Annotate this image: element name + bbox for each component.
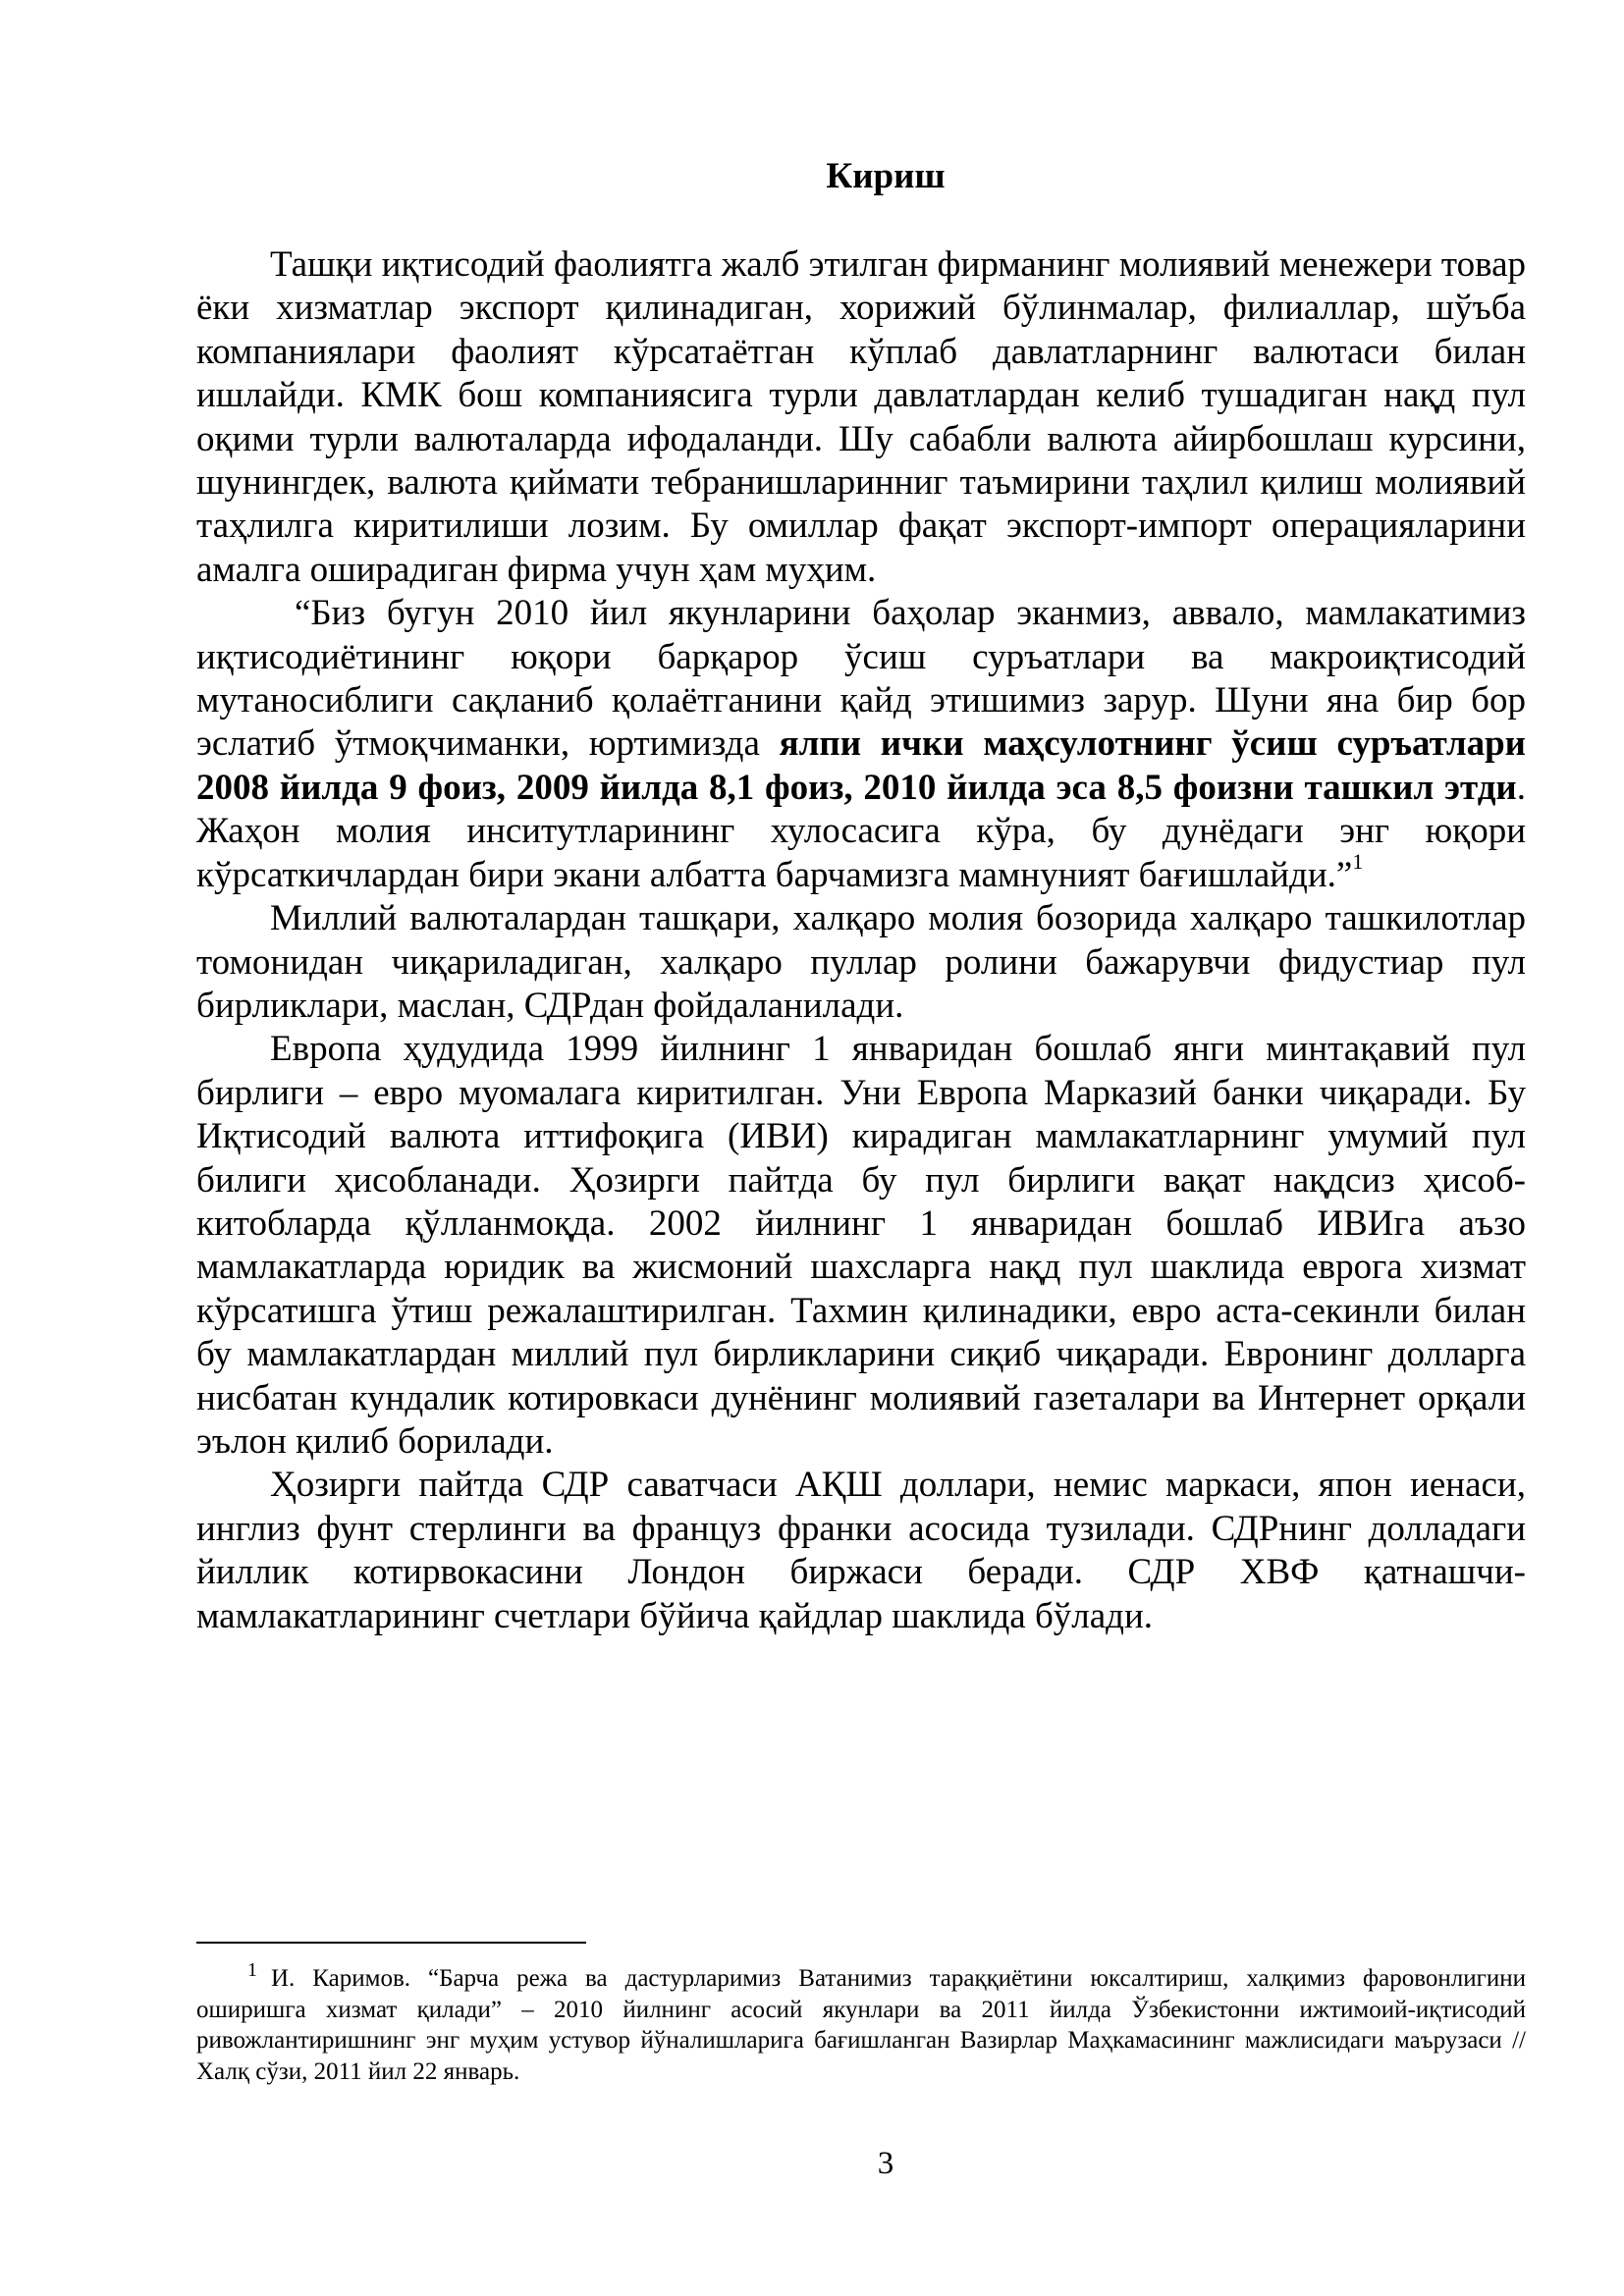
footnote-text: И. Каримов. “Барча режа ва дастурларимиз Ватанимиз тараққиётини юксалтириш, халқимиз фаровонлигини оширишга хизмат қилади” – 2010 йилнинг асосий якунлари ва 2011 йилда Ўзбекистонни ижтимоий-иқтисодий ривожлантиришнинг энг муҳим устувор йўналишларига бағишланган Вазирлар Маҳкамасининг мажлисидаги маърузаси // Халқ сўзи, 2011 йил 22 январь.: [196, 1965, 1526, 2085]
paragraph-sdr-intro: Миллий валюталардан ташқари, халқаро молия бозорида халқаро ташкилотлар томонидан чиқариладиган, халқаро пуллар ролини бажарувчи фидустиар пул бирликлари, маслан, СДРдан фойдаланилади.: [196, 898, 1526, 1026]
quote-bold-text: ялпи ички маҳсулотнинг ўсиш суръатлари 2008 йилда 9 фоиз, 2009 йилда 8,1 фоиз, 2010 йилда эса 8,5 фоизни ташкил этди: [196, 723, 1526, 808]
paragraph-intro: Ташқи иқтисодий фаолиятга жалб этилган фирманинг молиявий менежери товар ёки хизматлар экспорт қилинадиган, хорижий бўлинмалар, филиаллар, шўъба компаниялари фаолият кўрсатаётган кўплаб давлатларнинг валютаси билан ишлайди. КМК бош компаниясига турли давлатлардан келиб тушадиган нақд пул оқими турли валюталарда ифодаланди. Шу сабабли валюта айирбошлаш курсини, шунингдек, валюта қиймати тебранишларинниг таъмирини таҳлил қилиш молиявий таҳлилга киритилиши лозим. Бу омиллар фақат экспорт-импорт операцияларини амалга оширадиган фирма учун ҳам муҳим.: [196, 244, 1526, 590]
paragraph-quote: [196, 592, 1526, 897]
paragraph-euro: Европа ҳудудида 1999 йилнинг 1 январидан бошлаб янги минтақавий пул бирлиги – евро муомалага киритилган. Уни Европа Марказий банки чиқаради. Бу Иқтисодий валюта иттифоқига (ИВИ) кирадиган мамлакатларнинг умумий пул билиги ҳисобланади. Ҳозирги пайтда бу пул бирлиги вақат нақдсиз ҳисоб-китобларда қўлланмоқда. 2002 йилнинг 1 январидан бошлаб ИВИга аъзо мамлакатларда юридик ва жисмоний шахсларга нақд пул шаклида еврога хизмат кўрсатишга ўтиш режалаштирилган. Тахмин қилинадики, евро аста-секинли билан бу мамлакатлардан миллий пул бирликларини сиқиб чиқаради. Евронинг долларга нисбатан кундалик котировкаси дунёнинг молиявий газеталари ва Интернет орқали эълон қилиб борилади.: [196, 1029, 1526, 1462]
footnote: 1 И. Каримов. “Барча режа ва дастурларимиз Ватанимиз тараққиётини юксалтириш, халқимиз фаровонлигини оширишга хизмат қилади” – 2010 йилнинг асосий якунлари ва 2011 йилда Ўзбекистонни ижтимоий-иқтисодий ривожлантиришнинг энг муҳим устувор йўналишларига бағишланган Вазирлар Маҳкамасининг мажлисидаги маърузаси // Халқ сўзи, 2011 йил 22 январь.: [196, 1959, 1526, 2085]
page-number: 3: [877, 2146, 894, 2181]
footnote-reference: 1: [1352, 848, 1364, 874]
footnote-separator: [196, 1942, 586, 1944]
quote-text-start: “Биз бугун 2010 йил якунларини баҳолар эканмиз, аввало, мамлакатимиз иқтисодиётининг юқори барқарор ўсиш суръатлари ва макроиқтисодий мутаносиблиги сақланиб қолаётганини қайд этишимиз зарур. Шуни яна бир бор эслатиб ўтмоқчиманки, юртимизда: [196, 593, 1526, 765]
section-heading: Кириш: [826, 156, 946, 196]
paragraph-sdr-basket: Ҳозирги пайтда СДР саватчаси АҚШ доллари, немис маркаси, япон иенаси, инглиз фунт стерлинги ва француз франки асосида тузилади. СДРнинг долладаги йиллик котирвокасини Лондон биржаси беради. СДР ХВФ қатнашчи-мамлакатларининг счетлари бўйича қайдлар шаклида бўлади.: [196, 1465, 1526, 1636]
quote-text-end: . Жаҳон молия инситутларининг хулосасига кўра, бу дунёдаги энг юқори кўрсаткичлардан бири экани албатта барчамизга мамнуният бағишлайди.”: [196, 767, 1526, 895]
body-text: [196, 243, 1526, 1638]
